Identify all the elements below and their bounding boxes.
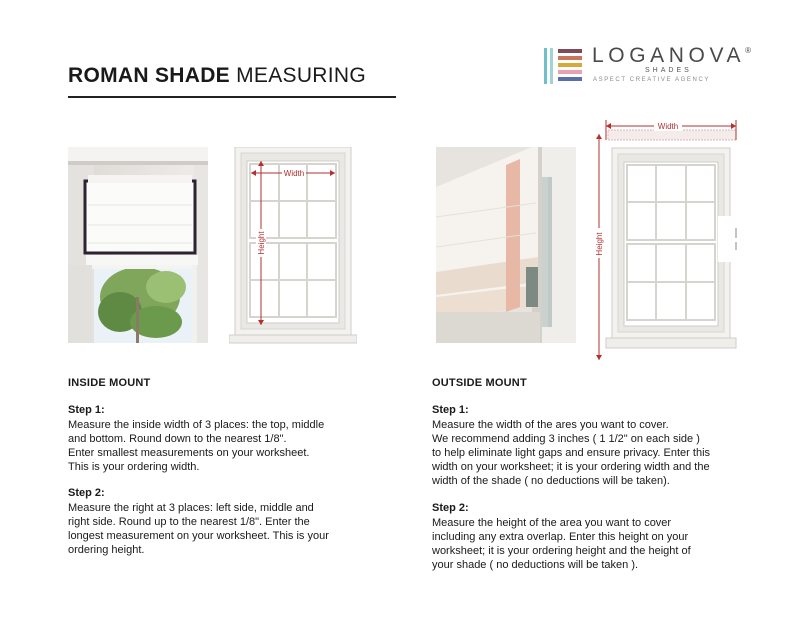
inside-step1-line: Enter smallest measurements on your worksheet. [68, 447, 310, 459]
outside-step2-line: worksheet; it is your ordering height and the height of [432, 545, 691, 557]
outside-mount-photo [436, 147, 576, 343]
inside-step2-label: Step 2: [68, 487, 105, 499]
logo-agency: ASPECT CREATIVE AGENCY [593, 77, 710, 83]
logo-mark-icon [544, 48, 584, 84]
inside-step1-line: This is your ordering width. [68, 461, 200, 473]
inside-step1-text [68, 418, 324, 474]
inside-mount-diagram [229, 147, 357, 347]
outside-step1-line: width of the shade ( no deductions will be taken). [432, 475, 670, 487]
outside-step2-line: Measure the height of the area you want to cover [432, 517, 672, 529]
title-bold: ROMAN SHADE [68, 64, 230, 87]
outside-step2-line: including any extra overlap. Enter this height on your [432, 531, 689, 543]
inside-width-label: Width [283, 169, 305, 178]
inside-step2-text [68, 501, 329, 557]
title-underline [68, 96, 396, 98]
inside-step2-line: longest measurement on your worksheet. This is your [68, 530, 329, 542]
outside-step2-line: your shade ( no deductions will be taken ). [432, 559, 639, 571]
outside-step2-text [432, 516, 691, 572]
inside-step2-line: right side. Round up to the nearest 1/8". Enter the [68, 516, 310, 528]
logo-subtitle: SHADES [645, 67, 692, 74]
title-light: MEASURING [236, 64, 367, 87]
logo-registered-mark: ® [745, 46, 752, 55]
page-title [68, 64, 366, 88]
outside-width-label: Width [657, 122, 679, 131]
logo-name: LOGANOVA® [592, 44, 752, 67]
inside-step1-label: Step 1: [68, 404, 105, 416]
inside-step2-line: Measure the right at 3 places: left side, middle and [68, 502, 314, 514]
outside-step1-line: We recommend adding 3 inches ( 1 1/2" on each side ) [432, 433, 700, 445]
outside-step2-label: Step 2: [432, 502, 469, 514]
outside-step1-line: to help eliminate light gaps and ensure privacy. Enter this [432, 447, 711, 459]
inside-mount-photo [68, 147, 208, 343]
inside-step1-line: Measure the inside width of 3 places: the top, middle [68, 419, 325, 431]
outside-height-label: Height [595, 232, 604, 256]
inside-step2-line: ordering height. [68, 544, 145, 556]
inside-mount-heading: INSIDE MOUNT [68, 377, 151, 389]
outside-step1-line: width on your worksheet; it is your ordering width and the [432, 461, 710, 473]
outside-step1-line: Measure the width of the ares you want to cover. [432, 419, 669, 431]
outside-mount-diagram [590, 116, 750, 362]
outside-mount-heading: OUTSIDE MOUNT [432, 377, 527, 389]
outside-step1-label: Step 1: [432, 404, 469, 416]
inside-step1-line: and bottom. Round down to the nearest 1/8". [68, 433, 287, 445]
outside-step1-text [432, 418, 710, 488]
inside-height-label: Height [257, 231, 266, 255]
